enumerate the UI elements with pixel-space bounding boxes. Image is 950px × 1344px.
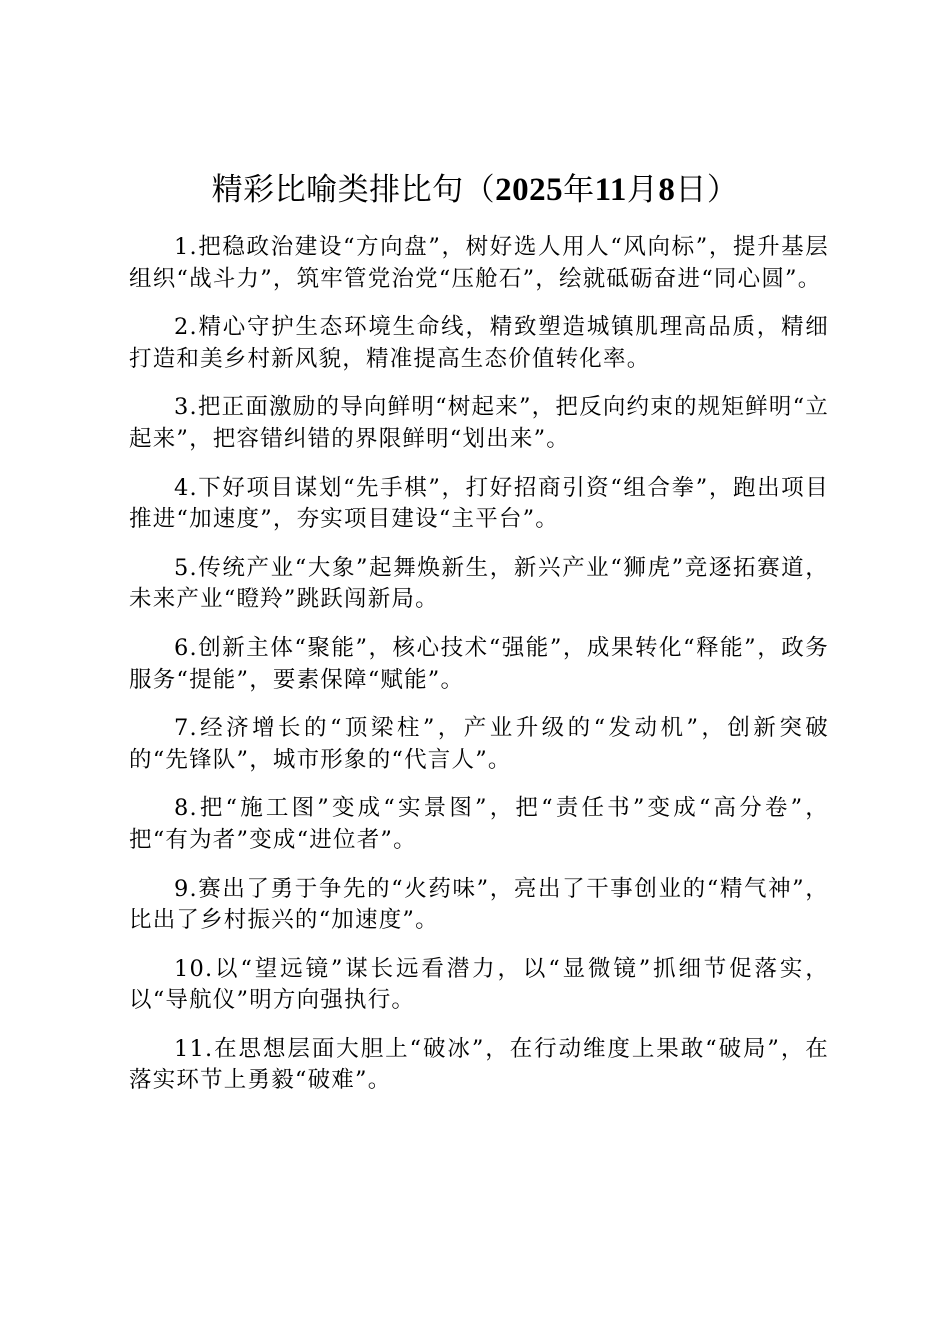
title-year-unit: 年 [563,172,595,208]
paragraph-4: 4.下好项目谋划“先手棋”，打好招商引资“组合拳”，跑出项目推进“加速度”，夯实项目建设“主平台”。 [129,474,829,533]
paragraph-3: 3.把正面激励的导向鲜明“树起来”，把反向约束的规矩鲜明“立起来”，把容错纠错的界限鲜明“划出来”。 [129,394,829,452]
title-day: 8 [658,172,676,208]
paragraph-11: 11.在思想层面大胆上“破冰”，在行动维度上果敢“破局”，在落实环节上勇毅“破难”。 [129,1035,829,1094]
title-prefix: 精彩比喻类排比句（ [211,172,496,208]
paragraph-5: 5.传统产业“大象”起舞焕新生，新兴产业“狮虎”竞逐拓赛道，未来产业“瞪羚”跳跃闯新局。 [129,554,829,613]
paragraph-8: 8.把“施工图”变成“实景图”，把“责任书”变成“高分卷”，把“有为者”变成“进位者”。 [129,795,829,853]
paragraph-2: 2.精心守护生态环境生命线，精致塑造城镇肌理高品质，精细打造和美乡村新风貌，精准提高生态价值转化率。 [129,314,829,372]
paragraph-10: 10.以“望远镜”谋长远看潜力，以“显微镜”抓细节促落实，以“导航仪”明方向强执行。 [129,955,829,1014]
paragraph-1: 1.把稳政治建设“方向盘”，树好选人用人“风向标”，提升基层组织“战斗力”，筑牢管党治党“压舱石”，绘就砥砺奋进“同心圆”。 [129,234,829,292]
paragraph-9: 9.赛出了勇于争先的“火药味”，亮出了干事创业的“精气神”，比出了乡村振兴的“加速度”。 [129,875,829,934]
document-title [0,162,950,218]
title-year: 2025 [495,172,564,208]
paragraph-7: 7.经济增长的“顶梁柱”，产业升级的“发动机”，创新突破的“先锋队”，城市形象的“代言人”。 [129,715,829,773]
title-month: 11 [594,172,627,208]
paragraph-6: 6.创新主体“聚能”，核心技术“强能”，成果转化“释能”，政务服务“提能”，要素保障“赋能”。 [129,634,829,693]
title-suffix: 日） [675,172,739,208]
title-month-unit: 月 [626,172,659,208]
document-body [129,232,829,1114]
